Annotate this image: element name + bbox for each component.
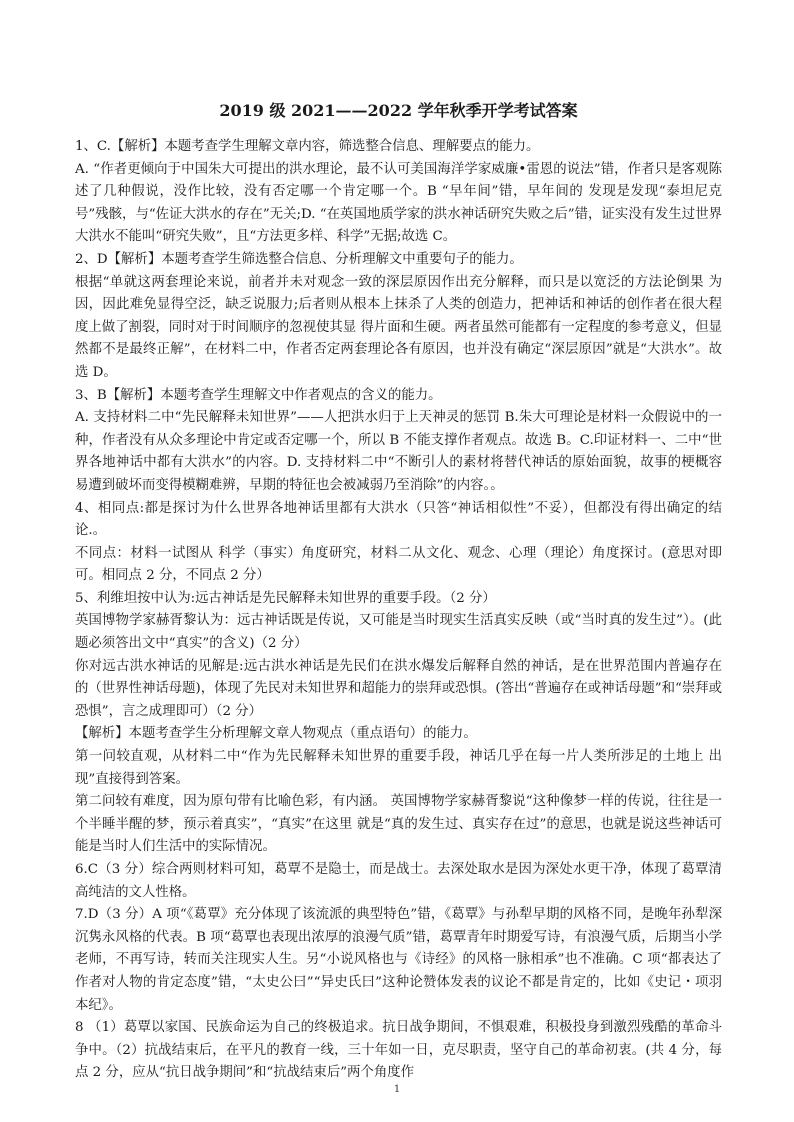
paragraph-q2-explanation: 根据“单就这两套理论来说，前者并未对观念一致的深层原因作出充分解释，而只是以宽泛的方法论倒果 为因，因此难免显得空泛，缺乏说服力;后者则从根本上抹杀了人类的创造力，把神话和神话的创作者在很大程度上做了割裂，同时对于时间顺序的忽视使其显 得片面和生硬。两者虽然可能都有一定程度的参考意义，但显然都不是最终正解”，在材料二中，作者否定两套理论各有原因，也并没有确定“深层原因”就是“大洪水”。故选 D。 (75, 274, 723, 380)
document-title: 2019 级 2021——2022 学年秋季开学考试答案 (219, 101, 578, 120)
paragraph-q1-answer: 1、C.【解析】本题考查学生理解文章内容，筛选整合信息、理解要点的能力。 (75, 139, 540, 154)
paragraph-q5-opinion: 你对远古洪水神话的见解是:远古洪水神话是先民们在洪水爆发后解释自然的神话，是在世界范围内普遍存在的（世界性神话母题)，体现了先民对未知世界和超能力的崇拜或恐惧。(答出“普遍存在或神话母题”和“崇拜或恐惧”，言之成理即可）（2 分） (75, 658, 722, 719)
paragraph-q5-analysis: 【解析】本题考查学生分析理解文章人物观点（重点语句）的能力。 (75, 726, 477, 742)
paragraph-q4-difference: 不同点：材料一试图从 科学（事实）角度研究，材料二从文化、观念、心理（理论）角度探讨。(意思对即可。相同点 2 分，不同点 2 分） (75, 545, 722, 584)
paragraph-q8: 8 （1）葛覃以家国、民族命运为自己的终极追求。抗日战争期间，不惧艰难，积极投身到激烈残酷的革命斗争中。（2）抗战结束后，在平凡的教育一线，三十年如一日，克尽职责，坚守自己的革命初衷。(共 4 分，每点 2 分，应从“抗日战争期间”和“抗战结束后”两个角度作 (75, 1020, 722, 1081)
paragraph-q3-explanation: A. 支持材料二中“先民解释未知世界”——人把洪水归于上天神灵的惩罚 B.朱大可理论是材料一众假说中的一种，作者没有从众多理论中肯定或否定哪一个，所以 B 不能支撑作者观点。故选 B。C.印证材料一、二中“世界各地神话中都有大洪水”的内容。D. 支持材料二中“不断引人的素材将替代神话的原始面貌，故事的梗概容易遭到破坏而变得模糊难辨，早期的特征也会被减弱乃至消除”的内容。。 (75, 410, 722, 493)
paragraph-q5-first-question: 第一问较直观，从材料二中“作为先民解释未知世界的重要手段，神话几乎在每一片人类所涉足的土地上 出现”直接得到答案。 (75, 749, 722, 787)
paragraph-q4-similarity: 4、相同点:都是探讨为什么世界各地神话里都有大洪水（只答“神话相似性”不妥），但都没有得出确定的结论.。 (75, 500, 722, 539)
paragraph-q7: 7.D（3 分）A 项“《葛覃》充分体现了该流派的典型特色”错，《葛覃》与孙犁早期的风格不同，是晚年孙犁深沉隽永风格的代表。B 项“葛覃也表现出浓厚的浪漫气质”错，葛覃青年时期爱写诗，有浪漫气质，后期当小学老师，不再写诗，转而关注现实人生。另“小说风格也与《诗经》的风格一脉相承”也不准确。C 项“都表达了作者对人物的肯定态度”错，“太史公曰”“异史氏曰”这种论赞体发表的议论不都是肯定的，比如《史记・项羽本纪》。 (75, 907, 722, 1013)
paragraph-q5-huxley: 英国博物学家赫胥黎认为：远古神话既是传说，又可能是当时现实生活真实反映（或“当时真的发生过”）。(此题必须答出文中“真实”的含义)（2 分） (75, 613, 722, 652)
page-number: 1 (393, 1084, 401, 1095)
paragraph-q5-leviathan: 5、利维坦按中认为:远古神话是先民解释未知世界的重要手段。（2 分） (75, 590, 496, 606)
paragraph-q2-answer: 2、D【解析】本题考查学生筛选整合信息、分析理解文中重要句子的能力。 (75, 251, 523, 267)
paragraph-q3-answer: 3、B【解析】本题考查学生理解文中作者观点的含义的能力。 (75, 387, 442, 403)
paragraph-q6: 6.C（3 分）综合两则材料可知，葛覃不是隐士，而是战士。去深处取水是因为深处水更干净，体现了葛覃清高纯洁的文人性格。 (75, 862, 722, 900)
paragraph-q1-explanation: A. “作者更倾向于中国朱大可提出的洪水理论，最不认可美国海洋学家威廉•雷恩的说法”错，作者只是客观陈述了几种假说，没作比较，没有否定哪一个肯定哪一个。B “早年间”错，早年间的 发现是发现“泰坦尼克号”残骸，与“佐证大洪水的存在”无关;D. “在英国地质学家的洪水神话研究失败之后”错，证实没有发生过世界大洪水不能叫“研究失败”，且“方法更多样、科学”无据;故选 C。 (75, 161, 722, 245)
paragraph-q5-second-question: 第二问较有难度，因为原句带有比喻色彩，有内涵。 英国博物学家赫胥黎说“这种像梦一样的传说，往往是一个半睡半醒的梦，预示着真实”，“真实”在这里 就是“真的发生过、真实存在过”的意思，也就是说这些神话可能是当时人们生活中的实际情况。 (75, 794, 722, 855)
document-body (75, 136, 722, 1085)
